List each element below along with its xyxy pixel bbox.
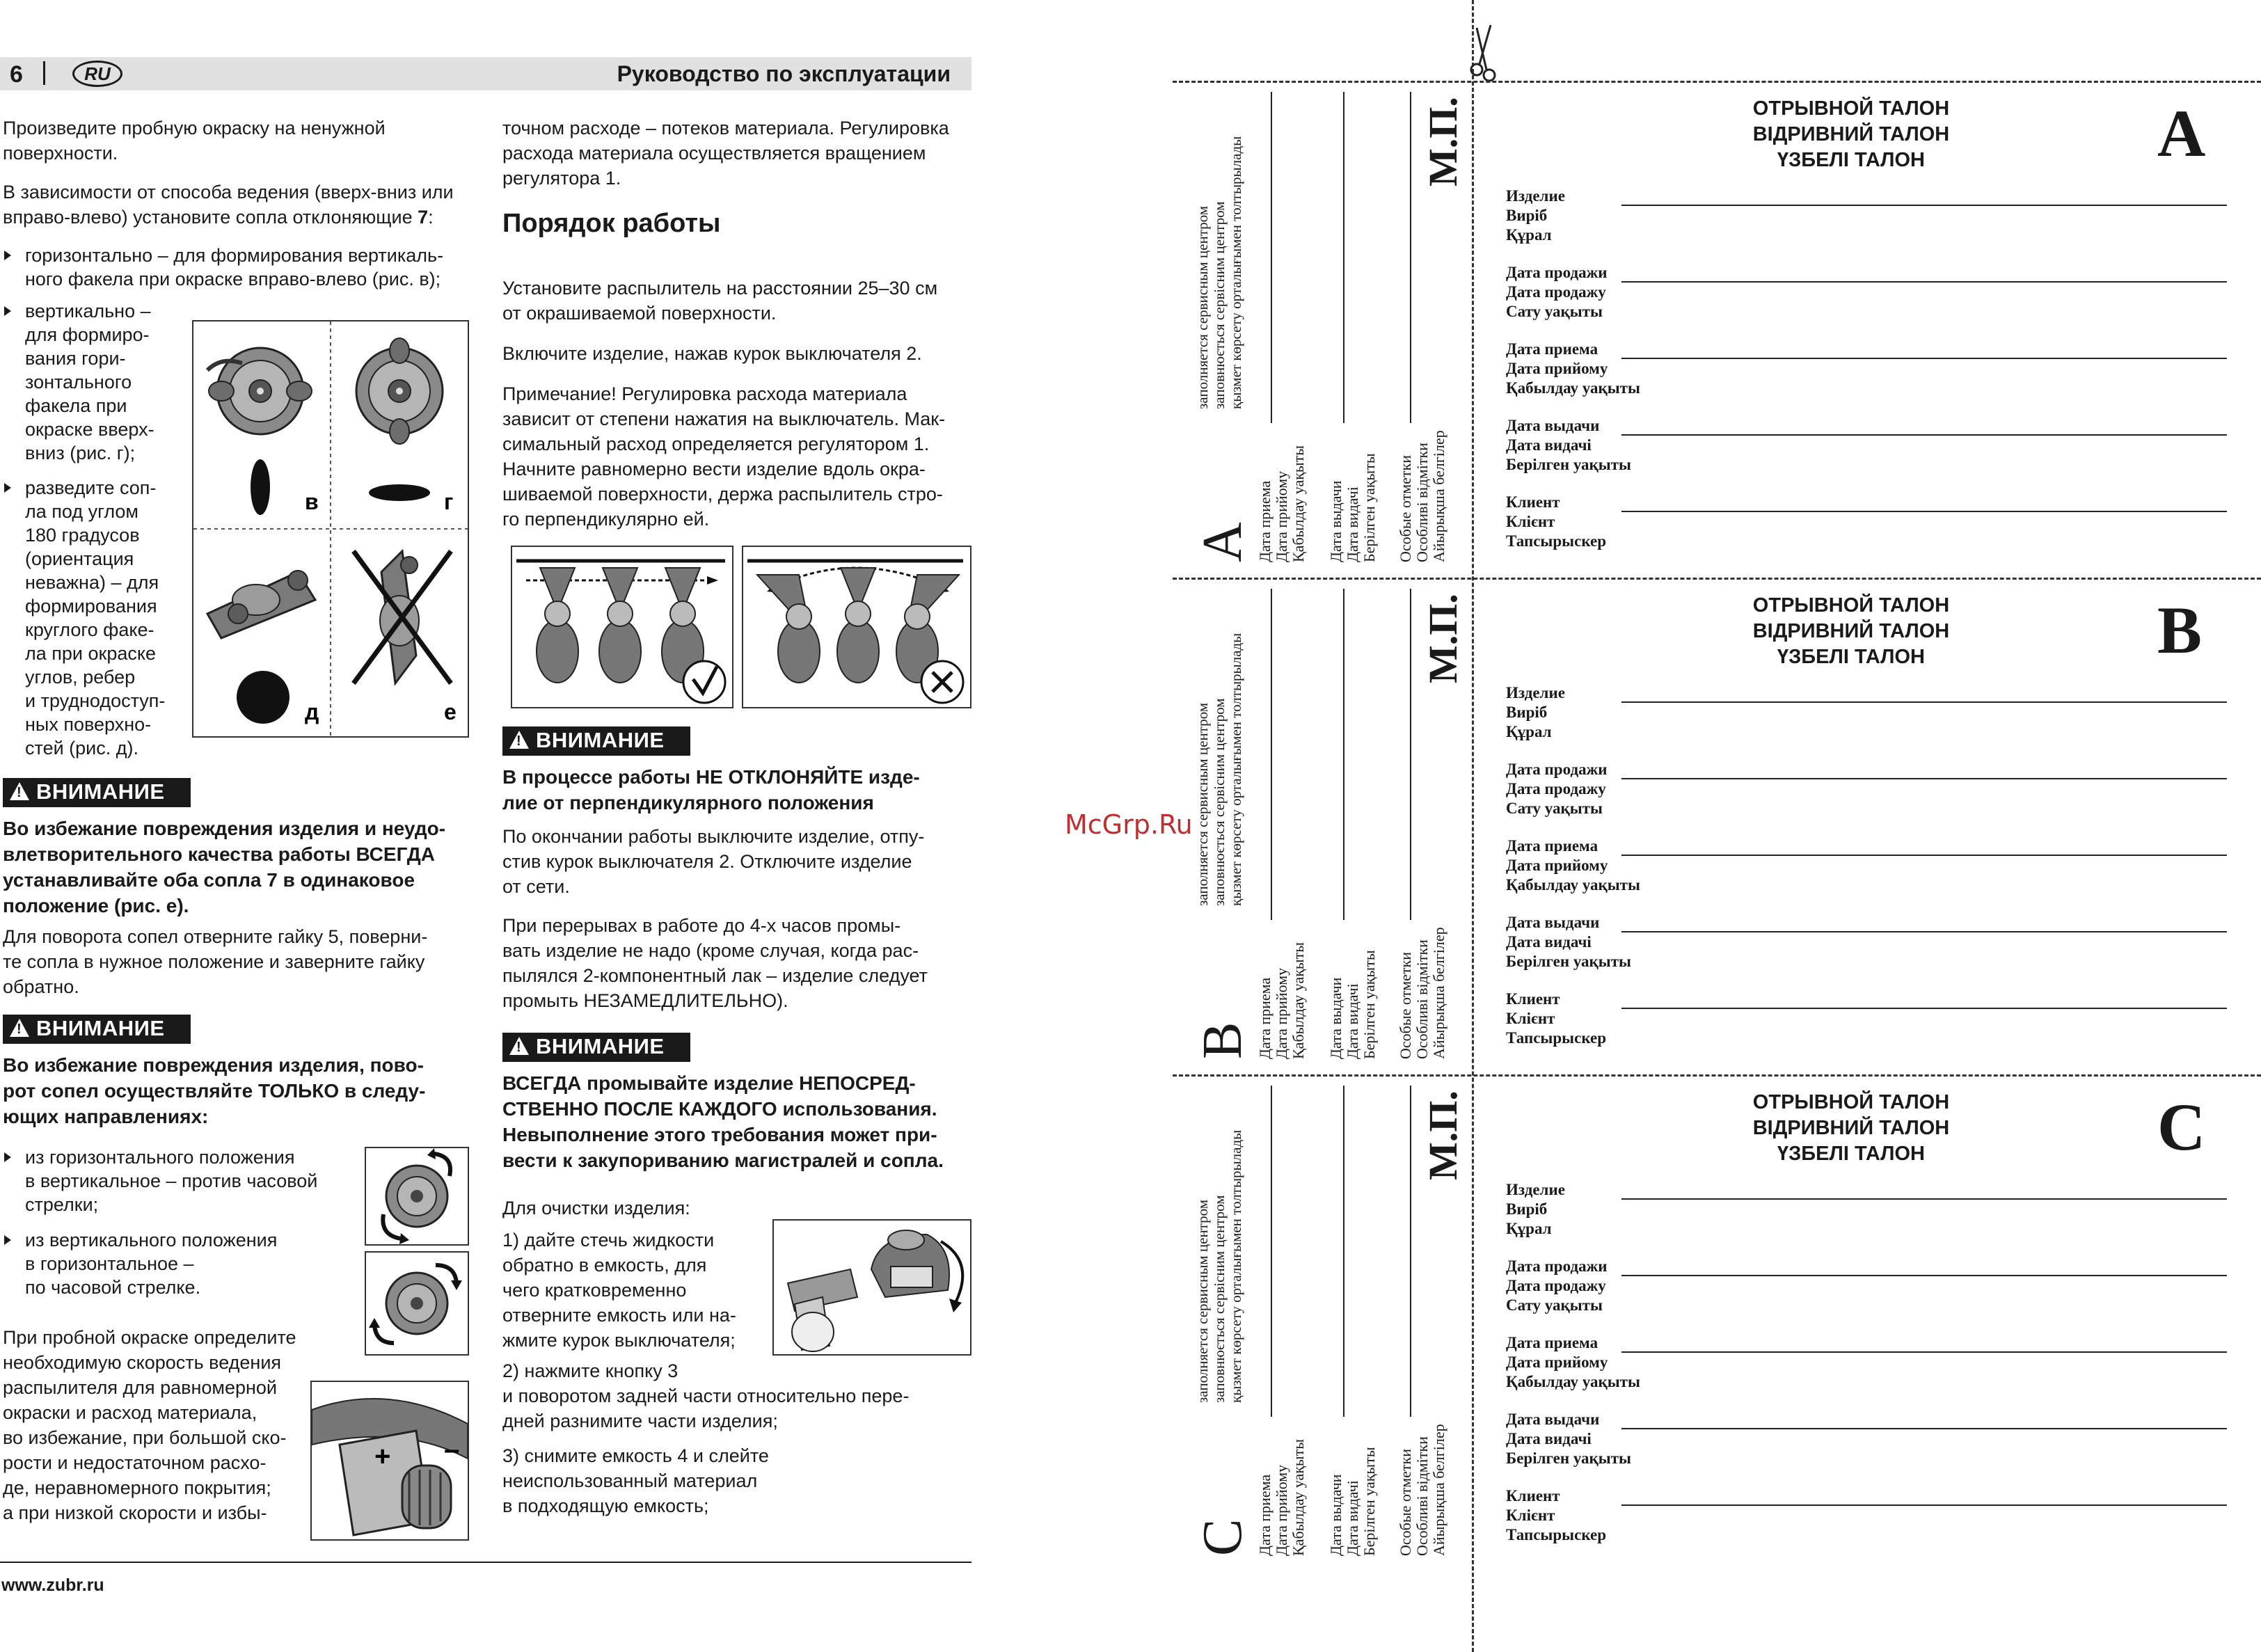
text-line: регулятора 1.	[502, 168, 621, 189]
text-line: зависит от степени нажатия на выключатель. Мак-	[502, 408, 946, 429]
paragraph-rotate-nozzles	[3, 924, 476, 999]
incorrect-spray-figure	[742, 546, 971, 708]
text-line: При пробной окраске определите	[3, 1327, 296, 1348]
text-line: Во избежание повреждения изделия, пово-	[3, 1054, 424, 1076]
text-line: окраске вверх-	[25, 419, 154, 440]
stub-receive-label: Дата прийому	[1273, 967, 1290, 1059]
paragraph-breaks	[502, 913, 976, 1013]
cleaning-icon	[774, 1221, 970, 1354]
warning-text-2	[3, 1052, 476, 1129]
stub-notes-label: Айырықша белгілер	[1430, 1424, 1447, 1556]
stub-line	[1343, 1086, 1344, 1417]
spray-pattern-horizontal	[369, 484, 430, 501]
coupon-field-label: Клиент	[1506, 1487, 1560, 1504]
stub-service-note: заповнюється сервісним центром	[1211, 698, 1228, 906]
text-line: ного факела при окраске вправо-влево (рис. в);	[25, 269, 441, 289]
svg-text:–: –	[444, 1434, 460, 1465]
text-line: 1) дайте стечь жидкости	[502, 1230, 715, 1250]
page-header	[0, 57, 971, 90]
rotation-cw-figure	[365, 1251, 469, 1356]
nozzle-positions-figure	[192, 320, 469, 738]
coupon-field-label: Дата продажу	[1506, 283, 1606, 301]
text-line: устанавливайте оба сопла 7 в одинаковое	[3, 869, 415, 891]
coupon-field-label: Құрал	[1506, 1220, 1552, 1237]
coupon-field-label: Клиент	[1506, 493, 1560, 511]
text-line: По окончании работы выключите изделие, отпу-	[502, 826, 925, 847]
text-line: ВСЕГДА промывайте изделие НЕПОСРЕД-	[502, 1072, 916, 1094]
coupon-field-label: Дата продажи	[1506, 1257, 1608, 1275]
stub-notes-label: Айырықша белгілер	[1430, 927, 1447, 1059]
text-line: вести к закупориванию магистралей и сопла.	[502, 1150, 944, 1171]
stamp-placeholder: М.П.	[1420, 594, 1466, 683]
warning-text-4	[502, 1070, 976, 1173]
nozzle-vertical-icon	[356, 338, 443, 444]
coupon-field-label: Клієнт	[1506, 1507, 1555, 1524]
text-line: ющих направлениях:	[3, 1106, 209, 1127]
text-line: де, неравномерного покрытия;	[3, 1477, 271, 1498]
coupon-field-label: Берілген уақыты	[1506, 953, 1632, 970]
coupon-title: ВІДРИВНИЙ ТАЛОН	[1752, 1117, 1950, 1139]
stub-receive-label: Қабылдау уақыты	[1290, 445, 1307, 562]
warning-label: ВНИМАНИЕ	[36, 779, 165, 804]
stub-notes-label: Особливі відмітки	[1413, 1436, 1431, 1556]
coupon-field-label: Клієнт	[1506, 1010, 1555, 1027]
bullet-spread	[25, 476, 185, 760]
text-line: точном расходе – потеков материала. Регулировка	[502, 118, 949, 138]
rotation-ccw-figure	[365, 1147, 469, 1246]
paragraph-cleaning: Для очистки изделия:	[502, 1198, 690, 1218]
bullet-horiz-to-vert	[25, 1145, 359, 1216]
text-line: стрелки;	[25, 1194, 99, 1215]
text-line: ла под углом	[25, 501, 138, 522]
stub-receive-label: Дата приема	[1256, 1474, 1274, 1556]
stub-receive-label: Дата приема	[1256, 977, 1274, 1059]
page-number: 6	[10, 61, 23, 88]
stub-service-note: заповнюється сервісним центром	[1211, 201, 1228, 409]
coupon-field-label: Клиент	[1506, 990, 1560, 1008]
text-line: вертикально –	[25, 301, 151, 321]
stub-notes-label: Особые отметки	[1397, 952, 1414, 1059]
text-line: При перерывах в работе до 4-х часов промы-	[502, 915, 901, 936]
stub-line	[1271, 589, 1272, 920]
coupon-field-label: Дата приема	[1506, 837, 1598, 855]
text-line: те сопла в нужное положение и заверните гайку	[3, 951, 425, 972]
coupon-field-line	[1621, 1351, 2227, 1353]
stub-issue-label: Дата выдачи	[1327, 1474, 1344, 1556]
coupon-field-line	[1621, 205, 2227, 206]
text-line: в подходящую емкость;	[502, 1495, 709, 1516]
stub-service-note: қызмет көрсету орталығымен толтырылады	[1228, 136, 1244, 409]
coupon-title: ҮЗБЕЛІ ТАЛОН	[1777, 149, 1925, 171]
coupon-title: ВІДРИВНИЙ ТАЛОН	[1752, 620, 1950, 642]
text-line: окраски и расход материала,	[3, 1402, 257, 1423]
warning-icon	[509, 731, 529, 749]
stub-service-note: қызмет көрсету орталығымен толтырылады	[1228, 633, 1244, 906]
stub-notes-label: Айырықша белгілер	[1430, 430, 1447, 562]
flow-regulator-figure	[310, 1381, 469, 1541]
check-icon	[683, 661, 725, 703]
text-line: дней разнимите части изделия;	[502, 1411, 778, 1431]
coupon-field-label: Тапсырыскер	[1506, 1029, 1607, 1047]
text-line: неважна) – для	[25, 572, 159, 593]
stub-letter: B	[1192, 1022, 1253, 1059]
warning-icon	[10, 782, 29, 800]
coupon-field-label: Дата выдачи	[1506, 914, 1600, 931]
paragraph-distance	[502, 276, 976, 326]
text-line: распылителя для равномерной	[3, 1377, 277, 1398]
text-line: (ориентация	[25, 548, 134, 569]
coupon-title: ОТРЫВНОЙ ТАЛОН	[1752, 594, 1950, 617]
manual-title: Руководство по эксплуатации	[617, 61, 951, 86]
coupon-field-line	[1621, 511, 2227, 512]
coupon-cut-ab	[1173, 578, 2261, 580]
coupon-field-label: Қабылдау уақыты	[1506, 1373, 1640, 1390]
text-line: от сети.	[502, 876, 570, 897]
fig-label-g: г	[444, 489, 454, 514]
stub-issue-label: Дата выдачи	[1327, 480, 1344, 562]
stub-notes-label: Особые отметки	[1397, 455, 1414, 562]
cleaning-step-1	[502, 1228, 781, 1353]
warning-label: ВНИМАНИЕ	[36, 1016, 165, 1040]
text-line: Невыполнение этого требования может при-	[502, 1124, 937, 1145]
coupon-field-label: Құрал	[1506, 226, 1552, 244]
svg-text:+: +	[374, 1441, 391, 1472]
bullet-horizontal	[25, 244, 470, 291]
fig-label-e: е	[444, 699, 457, 724]
vertical-cut-line	[1472, 0, 1474, 1652]
footer-url[interactable]: www.zubr.ru	[1, 1575, 104, 1595]
warning-text-1	[3, 816, 476, 919]
text-line: лие от перпендикулярного положения	[502, 792, 874, 813]
text-line: Установите распылитель на расстоянии 25–30 см	[502, 278, 938, 299]
text-line: отверните емкость или на-	[502, 1305, 736, 1326]
text-line: обратно в емкость, для	[502, 1255, 707, 1276]
stub-receive-label: Дата прийому	[1273, 470, 1290, 562]
coupon-field-label: Виріб	[1506, 704, 1548, 721]
coupon-field-label: Қабылдау уақыты	[1506, 379, 1640, 397]
coupon-title: ОТРЫВНОЙ ТАЛОН	[1752, 1091, 1950, 1113]
spray-pattern-vertical	[251, 459, 270, 515]
coupon-title: ҮЗБЕЛІ ТАЛОН	[1777, 646, 1925, 668]
text-line: положение (рис. е).	[3, 895, 189, 916]
stub-letter: A	[1192, 522, 1253, 562]
text-line: шиваемой поверхности, держа распылитель стро-	[502, 484, 943, 505]
text-line: вниз (рис. г);	[25, 443, 136, 463]
coupon-field-label: Изделие	[1506, 187, 1565, 205]
paragraph-finish-work	[502, 824, 976, 899]
coupon-field-label: Сату уақыты	[1506, 1296, 1603, 1314]
header-separator	[43, 61, 45, 85]
stub-notes-label: Особливі відмітки	[1413, 443, 1431, 562]
coupon-field-label: Дата продажи	[1506, 264, 1608, 281]
coupon-field-label: Дата приема	[1506, 1334, 1598, 1351]
text-line: по часовой стрелке.	[25, 1277, 201, 1298]
coupon-field-label: Дата выдачи	[1506, 417, 1600, 434]
coupon-field-label: Виріб	[1506, 1200, 1548, 1218]
text-line: круглого факе-	[25, 619, 154, 640]
coupon-field-label: Дата прийому	[1506, 857, 1608, 874]
fig-label-d: д	[305, 699, 319, 724]
coupon-field-label: Дата видачі	[1506, 933, 1592, 951]
coupon-field-label: Тапсырыскер	[1506, 1526, 1607, 1543]
fig-label-v: в	[305, 489, 319, 514]
coupon-field-line	[1621, 1428, 2227, 1429]
nozzle-figure-svg	[193, 321, 468, 736]
coupon-field-label: Клієнт	[1506, 513, 1555, 530]
cleaning-step-3	[502, 1443, 976, 1518]
coupon-field-label: Дата прийому	[1506, 360, 1608, 377]
stub-notes-label: Особливі відмітки	[1413, 939, 1431, 1059]
left-page	[0, 0, 974, 1652]
coupon-field-label: Дата прийому	[1506, 1353, 1608, 1371]
text-line: рот сопел осуществляйте ТОЛЬКО в следу-	[3, 1080, 426, 1102]
rotate-cw-icon	[366, 1253, 468, 1354]
text-line: из горизонтального положения	[25, 1147, 295, 1168]
paragraph-speed	[3, 1325, 330, 1525]
coupon-field-label: Дата продажу	[1506, 780, 1606, 797]
text-line: чего кратковременно	[502, 1280, 687, 1301]
text-line: ных поверхно-	[25, 714, 152, 735]
coupon-field-label: Дата продажу	[1506, 1277, 1606, 1294]
nozzle-horizontal-icon	[207, 348, 312, 434]
coupon-title: ҮЗБЕЛІ ТАЛОН	[1777, 1143, 1925, 1165]
text-line: вать изделие не надо (кроме случая, когда рас-	[502, 940, 919, 961]
text-line: жмите курок выключателя;	[502, 1330, 736, 1351]
stub-receive-label: Қабылдау уақыты	[1290, 1438, 1307, 1556]
text-line: и труднодоступ-	[25, 690, 166, 711]
stub-receive-label: Қабылдау уақыты	[1290, 942, 1307, 1059]
stub-line	[1343, 92, 1344, 423]
text-line: симальный расход определяется регулятором 1.	[502, 434, 930, 454]
text-line: зонтального	[25, 372, 132, 392]
text-line: рости и недостаточном расхо-	[3, 1452, 267, 1473]
coupon-field-line	[1621, 1504, 2227, 1506]
bullet-vert-to-horiz	[25, 1228, 359, 1299]
text-span: вправо-влево) установите сопла отклоняющие	[3, 207, 413, 228]
coupon-letter: B	[2157, 593, 2203, 667]
warning-banner-3	[502, 726, 690, 756]
text-line: В процессе работы НЕ ОТКЛОНЯЙТЕ изде-	[502, 766, 920, 788]
stub-issue-label: Берілген уақыты	[1360, 950, 1378, 1059]
text-line: Примечание! Регулировка расхода материала	[502, 383, 907, 404]
text-line: в вертикальное – против часовой	[25, 1170, 318, 1191]
coupon-field-label: Берілген уақыты	[1506, 1450, 1632, 1467]
text-line: ла при окраске	[25, 643, 156, 664]
language-badge: RU	[72, 61, 122, 87]
coupon-field-line	[1621, 778, 2227, 779]
rotate-ccw-icon	[366, 1148, 468, 1244]
coupon-title: ОТРЫВНОЙ ТАЛОН	[1752, 97, 1950, 120]
coupon-field-label: Сату уақыты	[1506, 800, 1603, 817]
stub-notes-label: Особые отметки	[1397, 1449, 1414, 1556]
text-line: и поворотом задней части относительно пере-	[502, 1385, 910, 1406]
stub-service-note: заполняется сервисным центром	[1194, 1199, 1211, 1403]
stub-line	[1410, 92, 1411, 423]
stub-service-note: заполняется сервисным центром	[1194, 205, 1211, 409]
cleaning-step-2	[502, 1358, 976, 1433]
coupon-field-label: Құрал	[1506, 723, 1552, 740]
stub-issue-label: Берілген уақыты	[1360, 1447, 1378, 1556]
stub-line	[1343, 589, 1344, 920]
stub-issue-label: Дата видачі	[1344, 1480, 1361, 1556]
text-line: промыть НЕЗАМЕДЛИТЕЛЬНО).	[502, 990, 788, 1011]
coupon-field-line	[1621, 931, 2227, 932]
text-line: необходимую скорость ведения	[3, 1352, 282, 1373]
paragraph-test-paint: Произведите пробную окраску на ненужной поверхности.	[3, 118, 386, 164]
coupon-field-line	[1621, 434, 2227, 436]
coupon-field-label: Берілген уақыты	[1506, 456, 1632, 473]
coupon-field-label: Тапсырыскер	[1506, 532, 1607, 550]
stub-line	[1410, 1086, 1411, 1417]
text-line: 3) снимите емкость 4 и слейте	[502, 1445, 769, 1466]
paragraph-switch-on: Включите изделие, нажав курок выключателя 2.	[502, 343, 922, 364]
scissors-icon	[1470, 21, 1500, 84]
footer-rule	[0, 1562, 971, 1563]
stub-letter: C	[1192, 1518, 1253, 1556]
warning-icon	[10, 1019, 29, 1037]
text-line: вания гори-	[25, 348, 126, 369]
warning-banner-1	[3, 778, 191, 807]
stub-line	[1271, 92, 1272, 423]
coupon-field-line	[1621, 855, 2227, 856]
nozzle-spread-icon	[207, 571, 315, 638]
text-line: влетворительного качества работы ВСЕГДА	[3, 843, 435, 865]
text-line: расхода материала осуществляется вращением	[502, 143, 926, 164]
spray-pattern-round	[237, 671, 289, 724]
coupon-field-label: Дата видачі	[1506, 1430, 1592, 1447]
coupon-field-line	[1621, 701, 2227, 703]
stamp-placeholder: М.П.	[1420, 97, 1466, 186]
bullet-vertical	[25, 299, 185, 465]
incorrect-spray-icon	[743, 547, 970, 707]
warning-label: ВНИМАНИЕ	[536, 1034, 665, 1058]
cleaning-figure	[772, 1219, 971, 1356]
text-line: СТВЕННО ПОСЛЕ КАЖДОГО использования.	[502, 1098, 937, 1120]
warning-banner-4	[502, 1033, 690, 1062]
stub-issue-label: Дата видачі	[1344, 486, 1361, 562]
nozzle-mismatch-icon	[354, 551, 451, 683]
text-line: от окрашиваемой поверхности.	[502, 303, 777, 324]
text-line: для формиро-	[25, 324, 150, 345]
text-line: Начните равномерно вести изделие вдоль окра-	[502, 459, 926, 479]
stub-receive-label: Дата прийому	[1273, 1464, 1290, 1556]
text-line: факела при	[25, 395, 127, 416]
text-line: обратно.	[3, 976, 79, 997]
warning-text-3	[502, 764, 976, 816]
flow-regulator-icon	[312, 1382, 468, 1539]
stub-issue-label: Дата выдачи	[1327, 977, 1344, 1059]
warning-label: ВНИМАНИЕ	[536, 728, 665, 752]
stub-service-note: заполняется сервисным центром	[1194, 702, 1211, 906]
coupon-field-label: Қабылдау уақыты	[1506, 876, 1640, 893]
coupon-field-line	[1621, 358, 2227, 359]
text-line: разведите соп-	[25, 477, 157, 498]
text-line: углов, ребер	[25, 667, 136, 688]
stub-line	[1410, 589, 1411, 920]
coupon-cut-bc	[1173, 1074, 2261, 1077]
coupon-field-line	[1621, 1198, 2227, 1200]
text-line: вправо-влево) установите сопла отклоняющие 7:	[3, 207, 434, 228]
text-line: В зависимости от способа ведения (вверх-вниз или	[3, 182, 454, 202]
coupon-field-label: Изделие	[1506, 1181, 1565, 1198]
coupon-field-label: Дата выдачи	[1506, 1411, 1600, 1428]
coupon-letter: C	[2157, 1090, 2206, 1164]
text-line: в горизонтальное –	[25, 1253, 194, 1274]
coupon-field-label: Сату уақыты	[1506, 303, 1603, 320]
stub-line	[1271, 1086, 1272, 1417]
coupon-field-label: Дата продажи	[1506, 761, 1608, 778]
stamp-placeholder: М.П.	[1420, 1090, 1466, 1180]
stub-service-note: заповнюється сервісним центром	[1211, 1195, 1228, 1403]
coupon-letter: A	[2157, 96, 2206, 170]
text-line: Для поворота сопел отверните гайку 5, поверни-	[3, 926, 428, 947]
coupon-title: ВІДРИВНИЙ ТАЛОН	[1752, 123, 1950, 145]
stub-service-note: қызмет көрсету орталығымен толтырылады	[1228, 1129, 1244, 1403]
text-line: 180 градусов	[25, 525, 140, 546]
text-line: пылялся 2-компонентный лак – изделие следует	[502, 965, 928, 986]
text-line: стей (рис. д).	[25, 738, 139, 759]
text-line: го перпендикулярно ей.	[502, 509, 710, 530]
section-heading-operation: Порядок работы	[502, 209, 721, 238]
coupon-field-line	[1621, 1275, 2227, 1276]
coupon-cut-top	[1173, 81, 2261, 83]
coupon-field-line	[1621, 1008, 2227, 1009]
text-line: горизонтально – для формирования вертикаль-	[25, 245, 444, 266]
paragraph-note	[502, 381, 976, 532]
text-line: формирования	[25, 596, 157, 617]
coupon-field-label: Изделие	[1506, 684, 1565, 701]
paragraph-nozzle-direction	[3, 180, 476, 230]
stub-receive-label: Дата приема	[1256, 480, 1274, 562]
part-number: 7	[418, 207, 429, 228]
correct-spray-figure	[511, 546, 733, 708]
warning-icon	[509, 1037, 529, 1055]
text-line: Во избежание повреждения изделия и неудо-	[3, 818, 446, 839]
stub-issue-label: Дата видачі	[1344, 983, 1361, 1059]
coupon-field-label: Дата приема	[1506, 340, 1598, 358]
text-line: во избежание, при большой ско-	[3, 1427, 287, 1448]
coupon-field-label: Виріб	[1506, 207, 1548, 224]
coupon-field-line	[1621, 281, 2227, 283]
correct-spray-icon	[512, 547, 732, 707]
text-line: из вертикального положения	[25, 1230, 278, 1250]
stub-issue-label: Берілген уақыты	[1360, 453, 1378, 562]
text-line: а при низкой скорости и избы-	[3, 1502, 267, 1523]
watermark: McGrp.Ru	[1065, 809, 1193, 840]
text-line: стив курок выключателя 2. Отключите изделие	[502, 851, 912, 872]
warning-banner-2	[3, 1015, 191, 1044]
text-line: неиспользованный материал	[502, 1470, 758, 1491]
coupon-field-label: Дата видачі	[1506, 436, 1592, 454]
paragraph-flow-adjust	[502, 116, 976, 191]
text-line: 2) нажмите кнопку 3	[502, 1360, 679, 1381]
